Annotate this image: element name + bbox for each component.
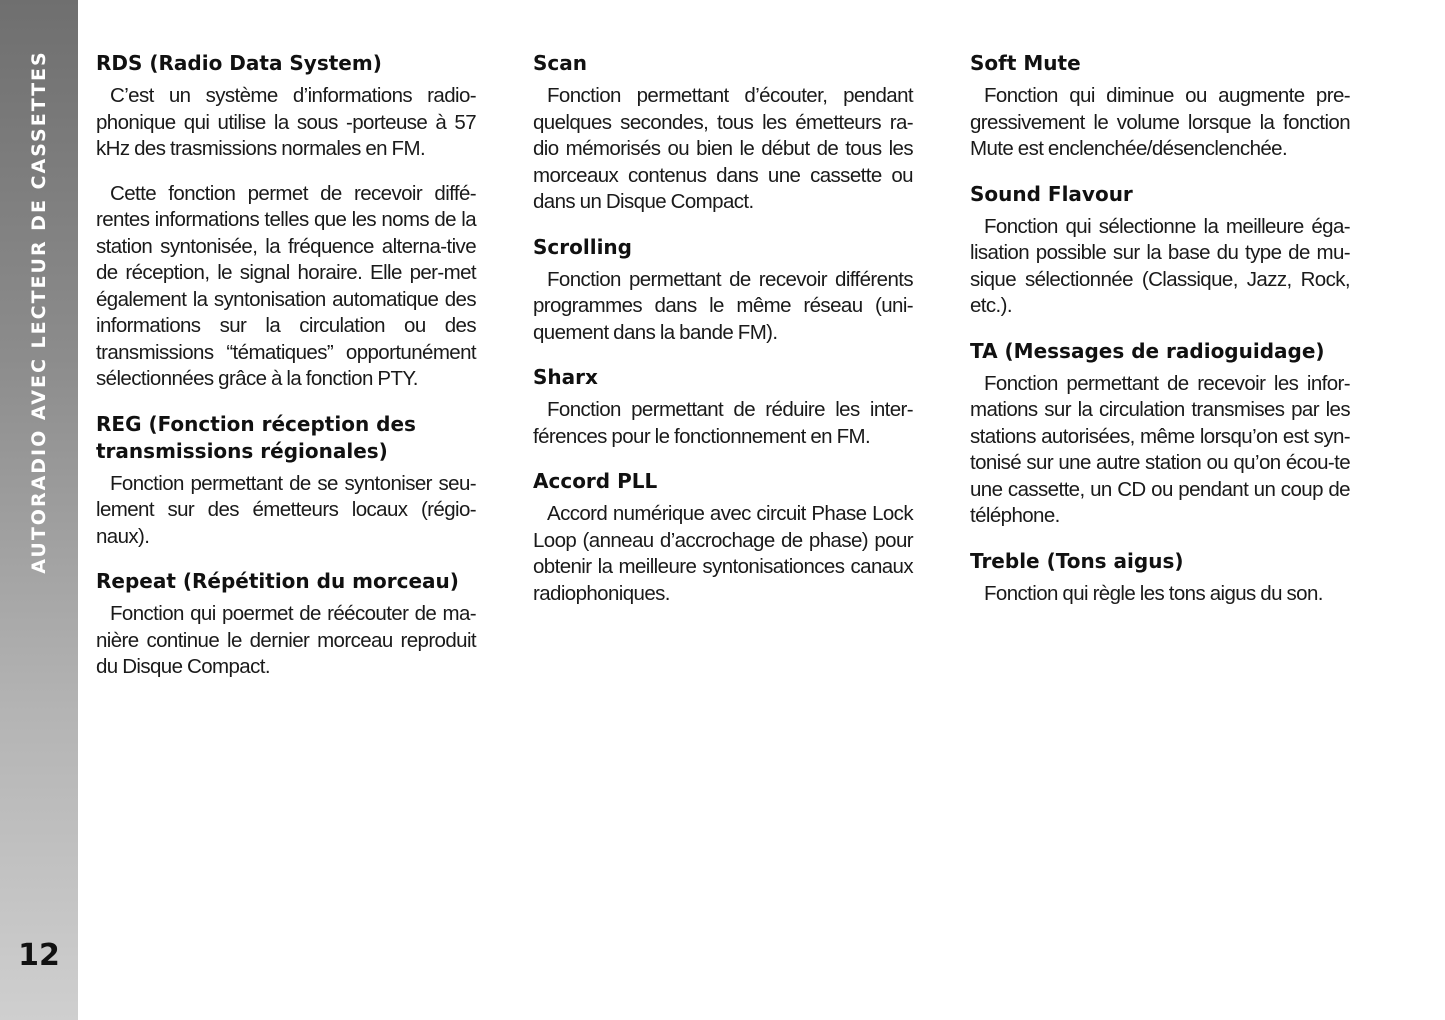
section-heading: Repeat (Répétition du morceau) bbox=[96, 569, 459, 593]
section-paragraph: Accord numérique avec circuit Phase Lock Loop (anneau d’accrochage de phase) pour obtenir la meilleure syntonisationces canaux radiophoniques. bbox=[533, 502, 913, 605]
section-heading: REG (Fonction réception des transmissions régionales) bbox=[96, 411, 416, 463]
section-ta bbox=[970, 338, 1350, 530]
section-heading: Sound Flavour bbox=[970, 181, 1133, 206]
section-scan bbox=[533, 50, 913, 216]
section-reg bbox=[96, 411, 476, 551]
section-heading: Scan bbox=[533, 51, 587, 75]
section-soft-mute bbox=[970, 50, 1350, 163]
section-heading: Soft Mute bbox=[970, 51, 1081, 75]
text-column-1 bbox=[96, 50, 476, 699]
section-sharx bbox=[533, 364, 913, 450]
section-paragraph: Fonction permettant de recevoir différents programmes dans le même réseau (uni-quement dans la bande FM). bbox=[533, 267, 913, 344]
page-number: 12 bbox=[18, 938, 60, 973]
section-scrolling bbox=[533, 234, 913, 347]
section-rds bbox=[96, 50, 476, 393]
section-heading: TA (Messages de radioguidage) bbox=[970, 338, 1325, 363]
section-paragraph: Fonction permettant de recevoir les infor-mations sur la circulation transmises par les stations autorisées, même lorsqu’on est syn-tonisé sur une autre station ou qu’on écou-te une cassette, un CD ou pendant un coup de téléphone. bbox=[970, 371, 1350, 527]
section-accord-pll bbox=[533, 468, 913, 607]
section-paragraph: Fonction qui règle les tons aigus du son. bbox=[984, 581, 1323, 605]
section-heading: Treble (Tons aigus) bbox=[970, 548, 1184, 573]
section-paragraph: C’est un système d’informations radio-phonique qui utilise la sous -porteuse à 57 kHz des trasmissions normales en FM. bbox=[96, 84, 476, 160]
section-paragraph: Fonction qui diminue ou augmente pre-gressivement le volume lorsque la fonction Mute est enclenchée/désenclenchée. bbox=[970, 84, 1350, 160]
section-heading: RDS (Radio Data System) bbox=[96, 51, 382, 75]
section-heading: Accord PLL bbox=[533, 469, 658, 493]
chapter-title: AUTORADIO AVEC LECTEUR DE CASSETTES bbox=[28, 50, 50, 574]
section-paragraph: Cette fonction permet de recevoir diffé-rentes informations telles que les noms de la station syntonisée, la fréquence alterna-tive de réception, le signal horaire. Elle per-met également la syntonisation automatique des informations sur la circulation ou des transmissions “tématiques” opportunément sélectionnées grâce à la fonction PTY. bbox=[96, 181, 476, 390]
section-heading: Sharx bbox=[533, 365, 598, 389]
section-heading: Scrolling bbox=[533, 234, 632, 259]
section-paragraph: Fonction permettant de réduire les inter-férences pour le fonctionnement en FM. bbox=[533, 398, 913, 448]
section-sound-flavour bbox=[970, 181, 1350, 320]
section-paragraph: Fonction permettant de se syntoniser seu-lement sur des émetteurs locaux (régio-naux). bbox=[96, 471, 476, 548]
section-paragraph: Fonction qui poermet de réécouter de ma-nière continue le dernier morceau reproduit du Disque Compact. bbox=[96, 602, 476, 678]
section-treble bbox=[970, 548, 1350, 608]
section-paragraph: Fonction permettant d’écouter, pendant quelques secondes, tous les émetteurs ra-dio mémorisés ou bien le début de tous les morceaux contenus dans une cassette ou dans un Disque Compact. bbox=[533, 84, 913, 213]
section-paragraph: Fonction qui sélectionne la meilleure éga-lisation possible sur la base du type de mu-sique sélectionnée (Classique, Jazz, Rock, etc.). bbox=[970, 214, 1350, 317]
text-column-3 bbox=[970, 50, 1350, 625]
chapter-sidebar bbox=[0, 0, 78, 1020]
text-column-2 bbox=[533, 50, 913, 625]
section-repeat bbox=[96, 568, 476, 681]
